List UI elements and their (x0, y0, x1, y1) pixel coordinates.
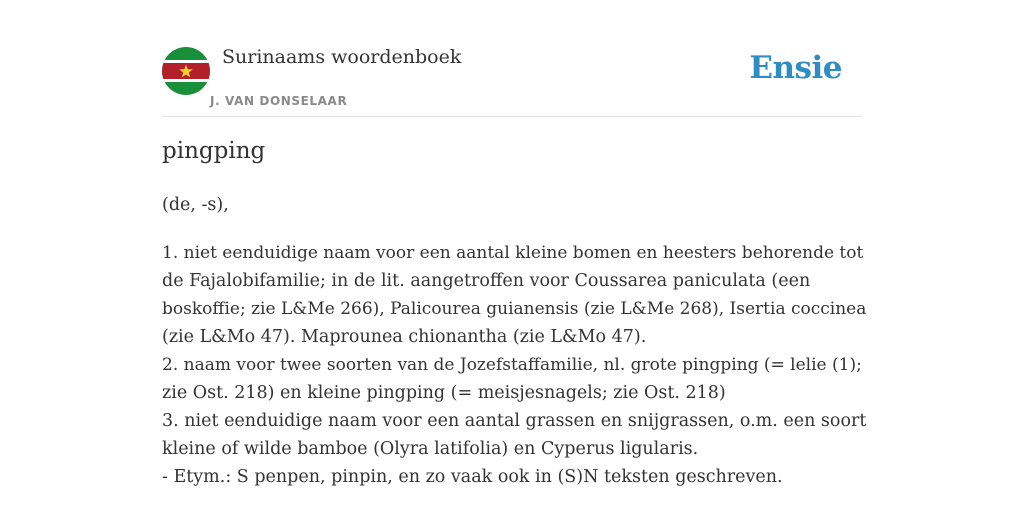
definition-line: 3. niet eenduidige naam voor een aantal grassen en snijgrassen, o.m. een soort (162, 411, 867, 431)
entry-headword: pingping (162, 138, 266, 164)
definition-line: boskoffie; zie L&Me 266), Palicourea guianensis (zie L&Me 268), Isertia coccinea (162, 299, 867, 319)
entry-definition (162, 239, 866, 491)
dictionary-author: J. VAN DONSELAAR (210, 94, 348, 108)
dictionary-title[interactable]: Surinaams woordenboek (222, 46, 462, 68)
definition-line: de Fajalobifamilie; in de lit. aangetroffen voor Coussarea paniculata (een (162, 271, 811, 291)
definition-line: - Etym.: S penpen, pinpin, en zo vaak ook in (S)N teksten geschreven. (162, 467, 783, 487)
definition-line: kleine of wilde bamboe (Olyra latifolia) en Cyperus ligularis. (162, 439, 699, 459)
ensie-logo[interactable]: Ensie (749, 50, 842, 86)
entry-grammar: (de, -s), (162, 195, 229, 215)
definition-line: 1. niet eenduidige naam voor een aantal kleine bomen en heesters behorende tot (162, 243, 864, 263)
suriname-flag-icon (162, 47, 210, 95)
definition-line: (zie L&Mo 47). Maprounea chionantha (zie L&Mo 47). (162, 327, 647, 347)
dictionary-header (162, 44, 862, 117)
definition-line: zie Ost. 218) en kleine pingping (= meisjesnagels; zie Ost. 218) (162, 383, 726, 403)
definition-line: 2. naam voor twee soorten van de Jozefstaffamilie, nl. grote pingping (= lelie (1); (162, 355, 862, 375)
